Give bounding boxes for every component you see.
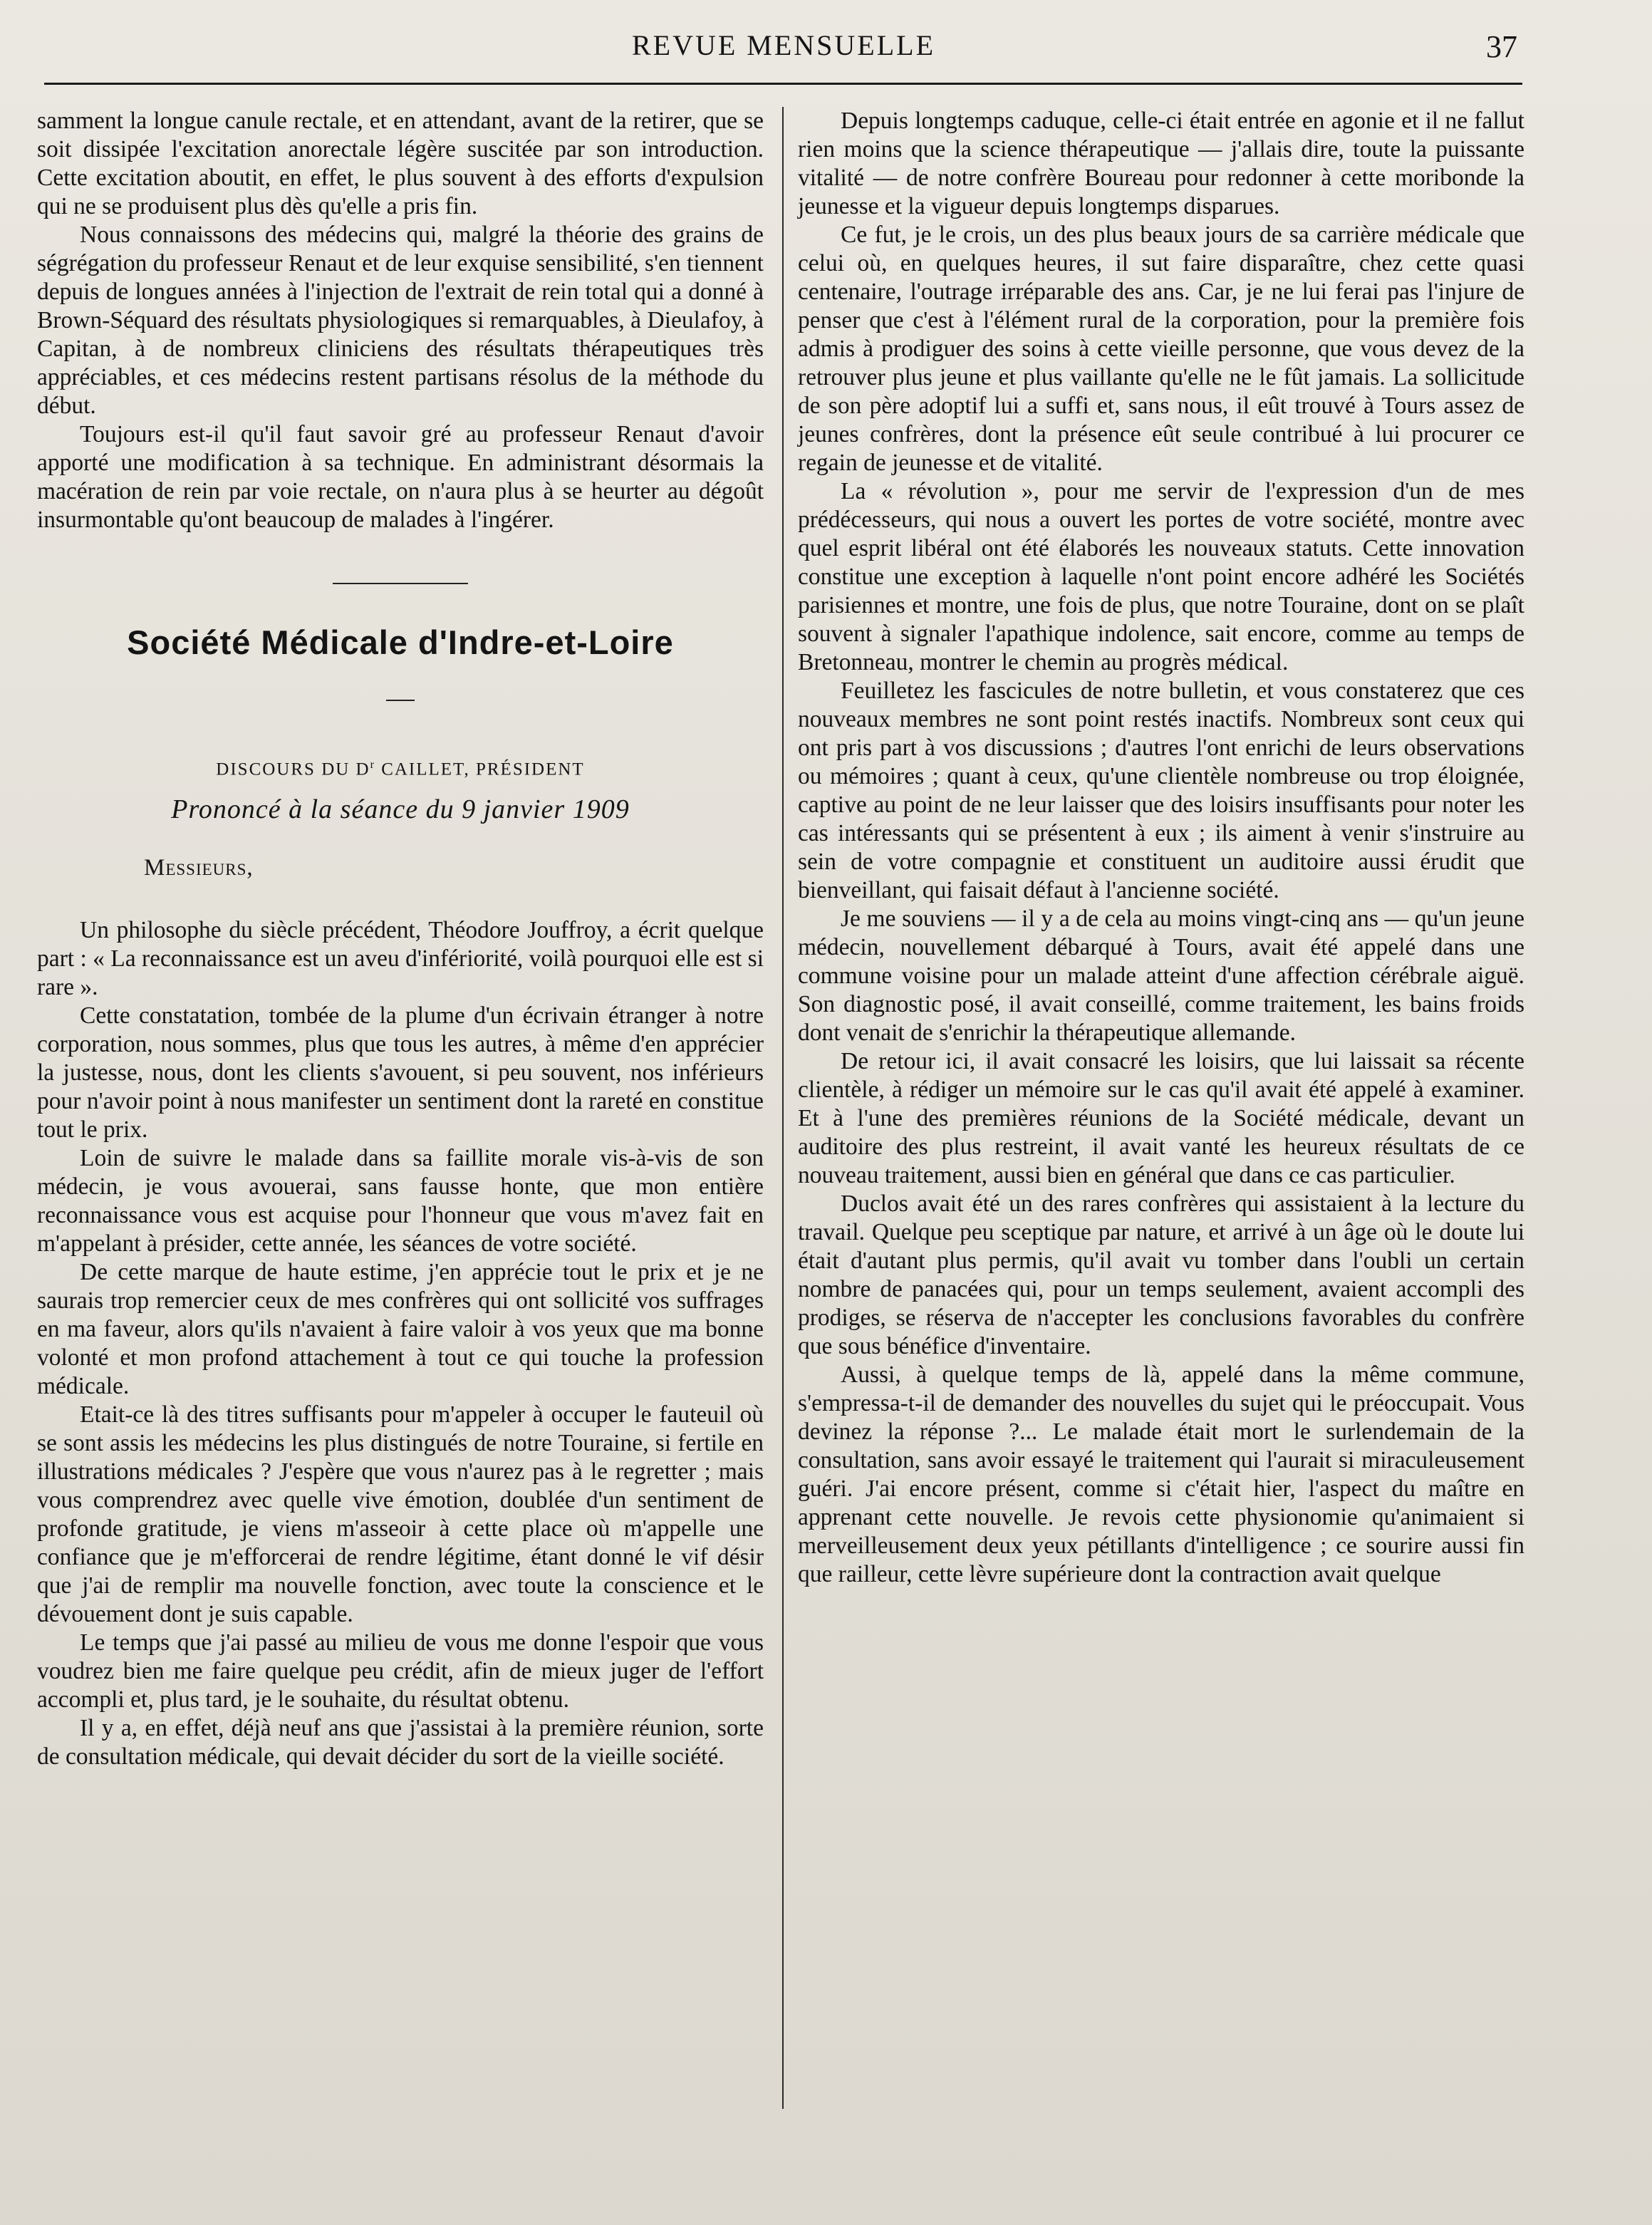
page-number: 37: [1486, 29, 1517, 64]
paragraph: samment la longue canule rectale, et en attendant, avant de la retirer, que se soit dissipée l'excitation anorectale légère suscitée par son introduction. Cette excitation aboutit, en effet, le plus souvent à des efforts d'expulsion qui ne se produisent plus dès qu'elle a pris fin.: [37, 108, 764, 219]
paragraph: De retour ici, il avait consacré les loisirs, que lui laissait sa récente clientèle, à rédiger un mémoire sur le cas qu'il avait été appelé à examiner. Et à l'une des premières réunions de la Société médicale, devant un auditoire des plus restreint, il avait vanté les heureux résultats de ce nouveau traitement, aussi bien en général que dans ce cas particulier.: [798, 1048, 1524, 1188]
paragraph: Etait-ce là des titres suffisants pour m'appeler à occuper le fauteuil où se sont assis les médecins les plus distingués de notre Touraine, si fertile en illustrations médicales ? J'espère que vous n'aurez pas à le regretter ; mais vous comprendrez avec quelle vive émotion, doublée d'un sentiment de profonde gratitude, je viens m'asseoir à cette place où m'appelle une confiance que je m'efforcerai de rendre légitime, étant donné le vif désir que j'ai de remplir ma nouvelle fonction, avec toute la conscience et le dévouement dont je suis capable.: [37, 1401, 764, 1628]
section-separator: [333, 583, 468, 584]
paragraph: Le temps que j'ai passé au milieu de vous me donne l'espoir que vous voudrez bien me faire quelque peu crédit, afin de mieux juger de l'effort accompli et, plus tard, je le souhaite, du résultat obtenu.: [37, 1629, 764, 1713]
paragraph: Loin de suivre le malade dans sa faillite morale vis-à-vis de son médecin, je vous avouerai, sans fausse honte, que mon entière reconnaissance vous est acquise pour l'honneur que vous m'avez fait en m'appelant à présider, cette année, les séances de votre société.: [37, 1145, 764, 1257]
paragraph: Ce fut, je le crois, un des plus beaux jours de sa carrière médicale que celui où, en quelques heures, il sut faire disparaître, chez cette quasi centenaire, l'outrage irréparable des ans. Car, je ne lui ferai pas l'injure de penser que c'est à l'élément rural de la corporation, pour la première fois admis à prodiguer des soins à cette vieille personne, que vous devez de la retrouver plus jeune et plus vaillante qu'elle ne le fût jamais. La sollicitude de son père adoptif lui a suffi et, sans nous, il eût trouvé à Tours assez de jeunes confrères, dont la présence eût seule contribué à lui procurer ce regain de jeunesse et de vitalité.: [798, 222, 1524, 476]
byline-rest: CAILLET, PRÉSIDENT: [375, 759, 585, 779]
paragraph: Toujours est-il qu'il faut savoir gré au professeur Renaut d'avoir apporté une modification à sa technique. En administrant désormais la macération de rein par voie rectale, on n'aura plus à se heurter au dégoût insurmontable qu'ont beaucoup de malades à l'ingérer.: [37, 421, 764, 533]
speech-body: [37, 916, 764, 1771]
byline-sup: r: [370, 759, 375, 771]
title-dash: [386, 700, 415, 701]
section-title: Société Médicale d'Indre-et-Loire: [127, 623, 674, 661]
paragraph: Un philosophe du siècle précédent, Théodore Jouffroy, a écrit quelque part : « La reconnaissance est un aveu d'infériorité, voilà pourquoi elle est si rare ».: [37, 917, 764, 1001]
paragraph: Depuis longtemps caduque, celle-ci était entrée en agonie et il ne fallut rien moins que la science thérapeutique — j'allais dire, toute la puissante vitalité — de notre confrère Boureau pour redonner à cette moribonde la jeunesse et la vigueur depuis longtemps disparues.: [798, 108, 1524, 219]
paragraph: Je me souviens — il y a de cela au moins vingt-cinq ans — qu'un jeune médecin, nouvellement débarqué à Tours, avait été appelé dans une commune voisine pour un malade atteint d'une affection cérébrale aiguë. Son diagnostic posé, il avait conseillé, comme traitement, les bains froids dont venait de s'enrichir la thérapeutique allemande.: [798, 906, 1524, 1046]
speech-byline: [37, 751, 764, 784]
left-column: [37, 107, 764, 1771]
paragraph: Duclos avait été un des rares confrères qui assistaient à la lecture du travail. Quelque peu sceptique par nature, et arrivé à un âge où le doute lui était d'autant plus permis, qu'il avait vu tomber dans l'oubli un certain nombre de panacées qui, pour un temps seulement, avaient accompli des prodiges, se réserva de n'accepter les conclusions favorables du confrère que sous bénéfice d'inventaire.: [798, 1191, 1524, 1359]
paragraph: Nous connaissons des médecins qui, malgré la théorie des grains de ségrégation du professeur Renaut et de leur exquise sensibilité, s'en tiennent depuis de longues années à l'injection de l'extrait de rein total qui a donné à Brown-Séquard des résultats physiologiques si remarquables, à Dieulafoy, à Capitan, à de nombreux cliniciens des résultats thérapeutiques très appréciables, et ces médecins restent partisans résolus de la méthode du début.: [37, 222, 764, 419]
paragraph: Cette constatation, tombée de la plume d'un écrivain étranger à notre corporation, nous sommes, plus que tous les autres, à même d'en apprécier la justesse, nous, dont les clients s'avouent, si peu souvent, nos inférieurs pour n'avoir point à nous manifester un sentiment dont la rareté en constitue tout le prix.: [37, 1002, 764, 1143]
byline-prefix: DISCOURS DU D: [216, 759, 370, 779]
paragraph: La « révolution », pour me servir de l'expression d'un de mes prédécesseurs, qui nous a ouvert les portes de votre société, montre avec quel esprit libéral ont été élaborés les nouveaux statuts. Cette innovation constitue une exception à laquelle n'ont point encore adhéré les Sociétés parisiennes et montre, une fois de plus, que notre Touraine, dont on se plaît souvent à signaler l'apathique indolence, sait encore, comme au temps de Bretonneau, montrer le chemin au progrès médical.: [798, 478, 1524, 675]
journal-title: REVUE MENSUELLE: [631, 29, 936, 61]
right-column: [798, 107, 1524, 1589]
salutation: Messieurs,: [144, 855, 254, 881]
column-divider: [782, 107, 784, 2109]
speech-date: Prononcé à la séance du 9 janvier 1909: [171, 794, 630, 825]
paragraph: Il y a, en effet, déjà neuf ans que j'assistai à la première réunion, sorte de consultation médicale, qui devait décider du sort de la vieille société.: [37, 1715, 764, 1770]
header-rule: [44, 83, 1522, 85]
paragraph: Aussi, à quelque temps de là, appelé dans la même commune, s'empressa-t-il de demander des nouvelles du sujet qui le préoccupait. Vous devinez la réponse ?... Le malade était mort le surlendemain de la consultation, sans avoir essayé le traitement qui l'aurait si miraculeusement guéri. J'ai encore présent, comme si c'était hier, l'aspect du maître en apprenant cette nouvelle. Je revois cette physionomie qu'animaient si merveilleusement deux yeux pétillants d'intelligence ; ce sourire aussi fin que railleur, cette lèvre supérieure dont la contraction avait quelque: [798, 1362, 1524, 1587]
paragraph: De cette marque de haute estime, j'en apprécie tout le prix et je ne saurais trop remercier ceux de mes confrères qui ont sollicité vos suffrages en ma faveur, alors qu'ils n'avaient à faire valoir à vos yeux que ma bonne volonté et mon profond attachement à tout ce qui touche la profession médicale.: [37, 1259, 764, 1400]
paragraph: Feuilletez les fascicules de notre bulletin, et vous constaterez que ces nouveaux membres ne sont point restés inactifs. Nombreux sont ceux qui ont pris part à vos discussions ; d'autres l'ont enrichi de leurs observations ou mémoires ; quant à ceux, qu'une clientèle nombreuse ou trop éloignée, captive au point de ne leur laisser que des loisirs insuffisants pour noter les cas intéressants qui se présentent à eux ; ils aiment à venir s'instruire au sein de votre compagnie et constituent un auditoire aussi érudit que bienveillant, qui faisait défaut à l'ancienne société.: [798, 678, 1524, 903]
running-header: [50, 28, 1517, 64]
